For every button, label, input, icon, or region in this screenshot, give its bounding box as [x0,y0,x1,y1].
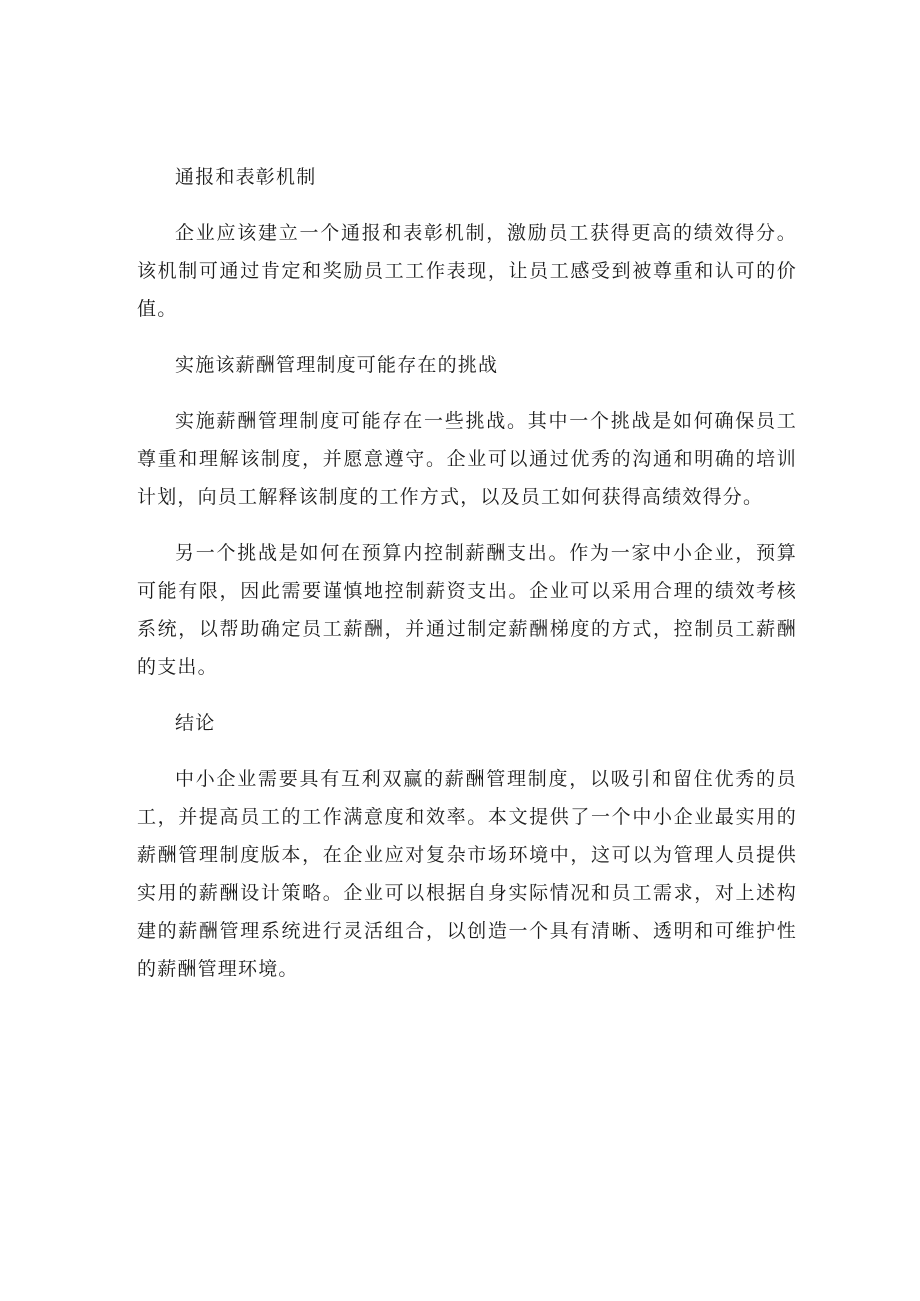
section-heading-notification: 通报和表彰机制 [175,166,317,188]
section-heading-conclusion: 结论 [175,712,216,734]
paragraph-challenge-budget: 另一个挑战是如何在预算内控制薪酬支出。作为一家中小企业，预算可能有限，因此需要谨慎地控制薪资支出。企业可以采用合理的绩效考核系统，以帮助确定员工薪酬，并通过制定薪酬梯度的方式，控制员工薪酬的支出。 [137,542,797,678]
paragraph-notification: 企业应该建立一个通报和表彰机制，激励员工获得更高的绩效得分。该机制可通过肯定和奖励员工工作表现，让员工感受到被尊重和认可的价值。 [137,222,797,320]
document-body [137,158,797,1006]
paragraph-challenge-understanding: 实施薪酬管理制度可能存在一些挑战。其中一个挑战是如何确保员工尊重和理解该制度，并愿意遵守。企业可以通过优秀的沟通和明确的培训计划，向员工解释该制度的工作方式，以及员工如何获得高绩效得分。 [137,410,797,508]
paragraph-conclusion: 中小企业需要具有互利双赢的薪酬管理制度，以吸引和留住优秀的员工，并提高员工的工作满意度和效率。本文提供了一个中小企业最实用的薪酬管理制度版本，在企业应对复杂市场环境中，这可以为管理人员提供实用的薪酬设计策略。企业可以根据自身实际情况和员工需求，对上述构建的薪酬管理系统进行灵活组合，以创造一个具有清晰、透明和可维护性的薪酬管理环境。 [137,768,797,980]
section-heading-challenges: 实施该薪酬管理制度可能存在的挑战 [175,354,499,376]
